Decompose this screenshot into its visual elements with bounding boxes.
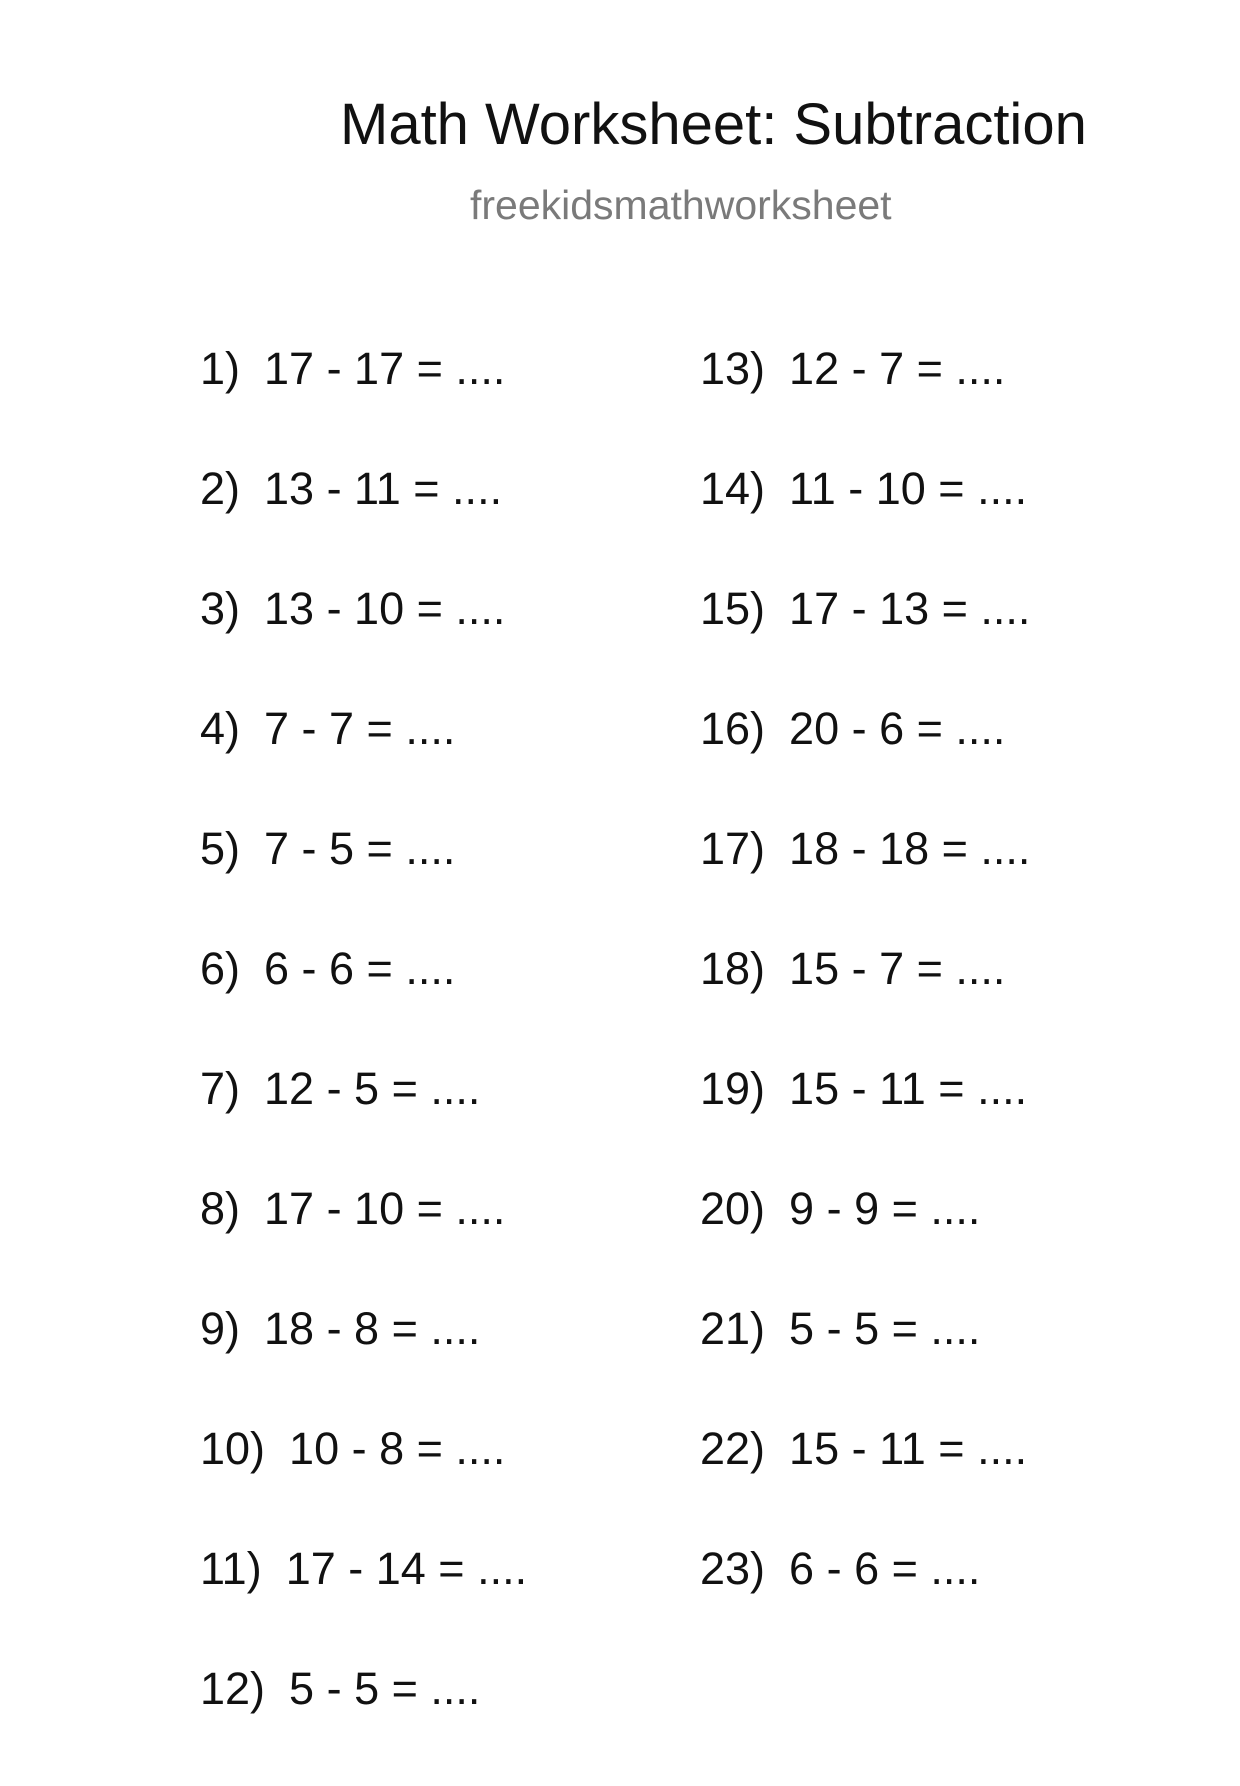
problem-number: 17) bbox=[700, 823, 766, 874]
problem-number: 15) bbox=[700, 583, 766, 634]
problem-23 bbox=[700, 1543, 1030, 1666]
problem-number: 9) bbox=[200, 1303, 241, 1354]
problem-expression: 15 - 11 = .... bbox=[789, 1063, 1028, 1114]
problem-expression: 15 - 7 = .... bbox=[789, 943, 1006, 994]
problem-16 bbox=[700, 703, 1030, 826]
problem-number: 4) bbox=[200, 703, 241, 754]
worksheet-subtitle: freekidsmathworksheet bbox=[470, 182, 892, 228]
problem-expression: 17 - 14 = .... bbox=[285, 1543, 528, 1594]
problem-number: 10) bbox=[200, 1423, 266, 1474]
problem-expression: 11 - 10 = .... bbox=[789, 463, 1028, 514]
problem-11 bbox=[200, 1543, 528, 1666]
problem-7 bbox=[200, 1063, 527, 1186]
problem-15 bbox=[700, 583, 1031, 706]
problem-21 bbox=[700, 1303, 1030, 1426]
problem-2 bbox=[200, 463, 527, 586]
problem-expression: 18 - 8 = .... bbox=[264, 1303, 481, 1354]
problem-expression: 12 - 5 = .... bbox=[264, 1063, 481, 1114]
problem-expression: 20 - 6 = .... bbox=[789, 703, 1006, 754]
problem-expression: 15 - 11 = .... bbox=[789, 1423, 1028, 1474]
problem-number: 22) bbox=[700, 1423, 766, 1474]
problem-expression: 6 - 6 = .... bbox=[789, 1543, 981, 1594]
problem-14 bbox=[700, 463, 1030, 586]
problem-22 bbox=[700, 1423, 1030, 1546]
problem-expression: 13 - 10 = .... bbox=[264, 583, 506, 634]
problem-number: 19) bbox=[700, 1063, 766, 1114]
problem-expression: 17 - 13 = .... bbox=[789, 583, 1031, 634]
problem-4 bbox=[200, 703, 527, 826]
problem-expression: 12 - 7 = .... bbox=[789, 343, 1006, 394]
problem-8 bbox=[200, 1183, 527, 1306]
problem-10 bbox=[200, 1423, 527, 1546]
problem-number: 7) bbox=[200, 1063, 241, 1114]
problem-number: 12) bbox=[200, 1663, 266, 1714]
problem-5 bbox=[200, 823, 527, 946]
problem-number: 2) bbox=[200, 463, 241, 514]
problem-number: 6) bbox=[200, 943, 241, 994]
problem-expression: 10 - 8 = .... bbox=[289, 1423, 506, 1474]
problem-expression: 7 - 5 = .... bbox=[264, 823, 456, 874]
problem-3 bbox=[200, 583, 527, 706]
problems-right-column bbox=[700, 343, 1031, 1666]
problem-20 bbox=[700, 1183, 1030, 1306]
problem-1 bbox=[200, 343, 527, 466]
problem-number: 5) bbox=[200, 823, 241, 874]
problem-12 bbox=[200, 1663, 527, 1786]
problem-13 bbox=[700, 343, 1030, 466]
problem-number: 21) bbox=[700, 1303, 766, 1354]
worksheet-title: Math Worksheet: Subtraction bbox=[340, 92, 1087, 157]
problem-number: 16) bbox=[700, 703, 766, 754]
problem-number: 14) bbox=[700, 463, 766, 514]
problem-expression: 13 - 11 = .... bbox=[264, 463, 503, 514]
problem-number: 20) bbox=[700, 1183, 766, 1234]
problem-18 bbox=[700, 943, 1030, 1066]
problem-expression: 17 - 17 = .... bbox=[264, 343, 506, 394]
problem-number: 13) bbox=[700, 343, 766, 394]
problem-number: 3) bbox=[200, 583, 241, 634]
problems-left-column bbox=[200, 343, 528, 1786]
problem-9 bbox=[200, 1303, 527, 1426]
problem-expression: 9 - 9 = .... bbox=[789, 1183, 981, 1234]
problem-number: 11) bbox=[200, 1543, 262, 1594]
problem-expression: 18 - 18 = .... bbox=[789, 823, 1031, 874]
problem-expression: 6 - 6 = .... bbox=[264, 943, 456, 994]
problem-expression: 7 - 7 = .... bbox=[264, 703, 456, 754]
problem-expression: 17 - 10 = .... bbox=[264, 1183, 506, 1234]
problem-19 bbox=[700, 1063, 1030, 1186]
problem-17 bbox=[700, 823, 1031, 946]
problem-number: 18) bbox=[700, 943, 766, 994]
problem-expression: 5 - 5 = .... bbox=[289, 1663, 481, 1714]
problem-number: 8) bbox=[200, 1183, 241, 1234]
problem-number: 23) bbox=[700, 1543, 766, 1594]
problem-expression: 5 - 5 = .... bbox=[789, 1303, 981, 1354]
problem-number: 1) bbox=[200, 343, 241, 394]
problem-6 bbox=[200, 943, 527, 1066]
